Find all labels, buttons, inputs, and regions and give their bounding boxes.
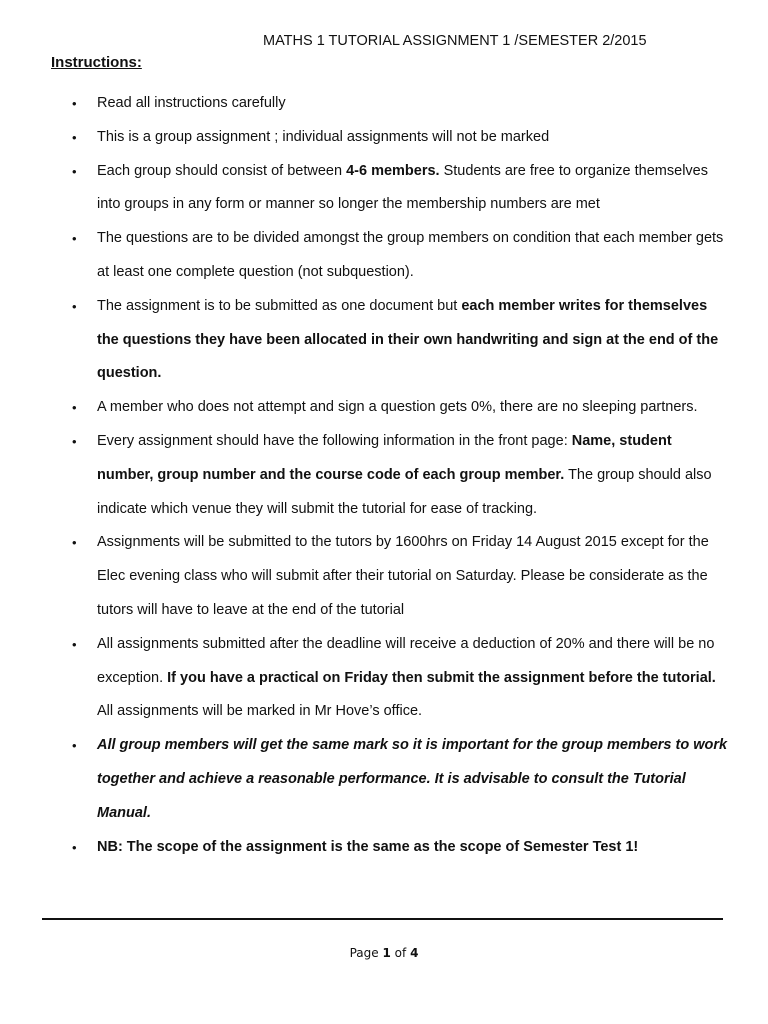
page-footer — [0, 946, 768, 960]
item-text: All assignments submitted after the deadline will receive a deduction of 20% and there will be no exception. — [97, 635, 715, 686]
item-bold-italic-text: All group members will get the same mark so it is important for the group members to work together and achieve a reasonable performance. It is advisable to consult the Tutorial Manual. — [97, 737, 728, 821]
bullet-icon: • — [72, 96, 77, 111]
bullet-icon: • — [72, 298, 77, 314]
item-text: The assignment is to be submitted as one document but — [97, 297, 462, 314]
bullet-icon: • — [72, 535, 77, 551]
bullet-icon: • — [72, 738, 77, 754]
instructions-heading: Instructions: — [51, 54, 142, 71]
item-text: The group should also indicate which venue they will submit the tutorial for ease of tracking. — [97, 466, 712, 517]
item-bold-text: each member writes for themselves the questions they have been allocated in their own handwriting and sign at the end of the question. — [97, 297, 719, 382]
item-text: Every assignment should have the following information in the front page: — [97, 432, 572, 449]
item-text: A member who does not attempt and sign a question gets 0%, there are no sleeping partners. — [97, 399, 698, 416]
list-item-deadline — [0, 526, 768, 627]
footer-total-pages: 4 — [410, 946, 419, 960]
item-text: Assignments will be submitted to the tutors by 1600hrs on Friday 14 August 2015 except for the Elec evening class who will submit after their tutorial on Saturday. Please be considerate as the tutors will have to leave at the end of the tutorial — [97, 534, 709, 618]
item-text: Each group should consist of between — [97, 162, 347, 179]
bullet-icon: • — [72, 163, 77, 179]
item-bold-text: Name, student number, group number and the course code of each group member. — [97, 432, 672, 483]
list-item-scope-note — [0, 831, 768, 865]
item-text: Read all instructions carefully — [97, 95, 286, 111]
bullet-icon: • — [72, 839, 77, 855]
bullet-icon: • — [72, 231, 77, 247]
bullet-icon: • — [72, 636, 77, 652]
document-header: MATHS 1 TUTORIAL ASSIGNMENT 1 /SEMESTER 2/2015 — [263, 33, 647, 49]
list-item-group-assignment — [0, 121, 768, 155]
list-item-front-page-info — [0, 425, 768, 526]
instructions-list — [0, 87, 768, 864]
footer-page-word: Page — [349, 946, 379, 960]
list-item-group-size — [0, 155, 768, 223]
list-item-late-penalty — [0, 628, 768, 729]
list-item-question-division — [0, 222, 768, 290]
list-item-read-instructions — [0, 87, 768, 121]
bullet-icon: • — [72, 400, 77, 416]
item-bold-text: NB: The scope of the assignment is the same as the scope of Semester Test 1! — [97, 838, 639, 855]
item-bold-text: If you have a practical on Friday then submit the assignment before the tutorial. — [167, 669, 716, 686]
list-item-same-mark — [0, 729, 768, 830]
bullet-icon: • — [72, 129, 77, 145]
item-text: The questions are to be divided amongst the group members on condition that each member gets at least one complete question (not subquestion). — [97, 230, 724, 280]
footer-current-page: 1 — [382, 946, 391, 960]
item-bold-text: 4-6 members. — [346, 162, 440, 179]
bullet-icon: • — [72, 433, 77, 449]
list-item-submission-document — [0, 290, 768, 391]
item-text: Students are free to organize themselves into groups in any form or manner so longer the membership numbers are met — [97, 162, 708, 213]
footer-of-word: of — [394, 946, 407, 960]
item-text: This is a group assignment ; individual assignments will not be marked — [97, 128, 550, 145]
footer-divider — [42, 918, 723, 920]
list-item-no-sleeping-partners — [0, 391, 768, 425]
item-text: All assignments will be marked in Mr Hove’s office. — [97, 703, 423, 720]
